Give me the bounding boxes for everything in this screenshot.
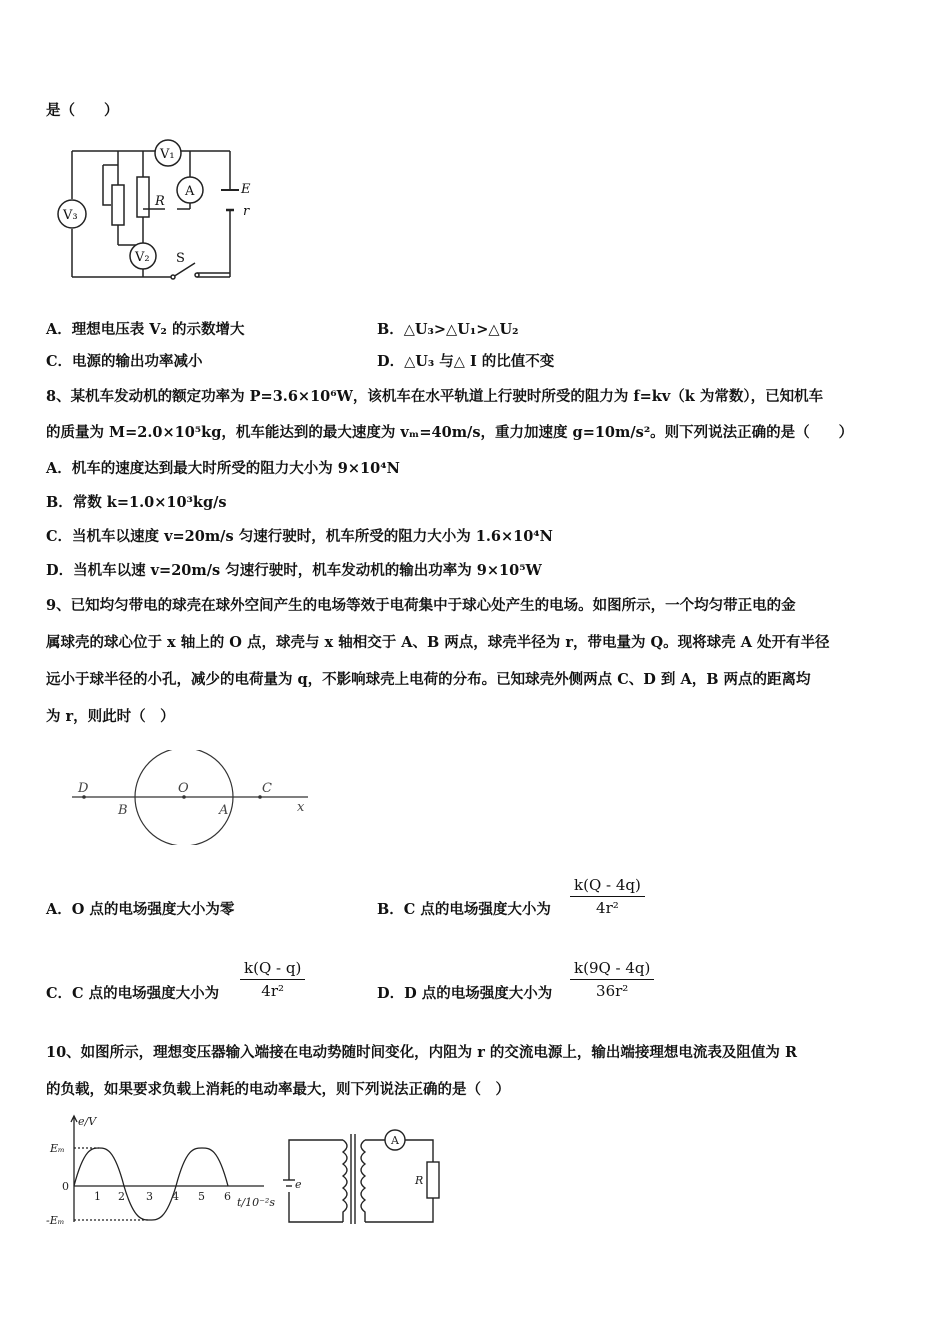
fraction-denominator: 4r² <box>596 899 619 917</box>
q9-option-a[interactable]: A．O 点的电场强度大小为零 <box>46 901 235 918</box>
graph-tick-3: 3 <box>146 1190 153 1203</box>
fraction-numerator: k(Q - q) <box>244 959 302 977</box>
q9-option-d-fraction <box>570 959 654 1000</box>
switch-label: S <box>176 251 185 266</box>
graph-x-label: t/10⁻²s <box>237 1196 275 1209</box>
fraction-denominator: 4r² <box>261 982 285 1000</box>
graph-tick-5: 5 <box>198 1190 205 1203</box>
q8-stem-line-1: 8、某机车发动机的额定功率为 P=3.6×10⁶W，该机车在水平轨道上行驶时所受的阻力为 f=kv（k 为常数），已知机车 <box>46 388 824 405</box>
source-label: e <box>295 1178 302 1191</box>
load-label: R <box>415 1174 424 1187</box>
graph-y-label: e/V <box>78 1115 97 1128</box>
q9-option-c[interactable]: C．C 点的电场强度大小为 <box>46 985 220 1002</box>
q10-stem-line-1: 10、如图所示，理想变压器输入端接在电动势随时间变化，内阻为 r 的交流电源上，输出端接理想电流表及阻值为 R <box>46 1044 798 1061</box>
v2-label: V₂ <box>135 250 150 265</box>
transformer-ammeter-label: A <box>391 1134 399 1147</box>
internal-resistance-label: r <box>243 204 250 219</box>
point-a-label: A <box>219 803 229 818</box>
q9-option-b[interactable]: B．C 点的电场强度大小为 <box>377 901 551 918</box>
q10-stem-line-2: 的负载，如果要求负载上消耗的电动率最大，则下列说法正确的是（ ） <box>46 1081 510 1098</box>
point-d-label: D <box>78 781 89 796</box>
fraction-numerator: k(9Q - 4q) <box>574 959 651 977</box>
q9-sphere-figure <box>68 750 318 845</box>
q10-emf-graph <box>44 1112 284 1230</box>
ammeter-label: A <box>185 184 195 199</box>
graph-tick-2: 2 <box>118 1190 125 1203</box>
q8-option-a[interactable]: A．机车的速度达到最大时所受的阻力大小为 9×10⁴N <box>46 460 400 477</box>
q8-option-d[interactable]: D．当机车以速 v=20m/s 匀速行驶时，机车发动机的输出功率为 9×10⁵W <box>46 562 542 579</box>
graph-tick-1: 1 <box>94 1190 101 1203</box>
q9-option-d[interactable]: D．D 点的电场强度大小为 <box>377 985 553 1002</box>
fraction-denominator: 36r² <box>596 982 629 1000</box>
q9-stem-line-4: 为 r，则此时（ ） <box>46 708 175 725</box>
point-b-label: B <box>118 803 128 818</box>
point-o-label: O <box>178 781 189 796</box>
point-c-label: C <box>262 781 272 796</box>
v1-label: V₁ <box>160 147 175 162</box>
q9-stem-line-1: 9、已知均匀带电的球壳在球外空间产生的电场等效于电荷集中于球心处产生的电场。如图所示，一个均匀带正电的金 <box>46 597 796 614</box>
graph-tick-6: 6 <box>224 1190 231 1203</box>
q8-option-b[interactable]: B．常数 k=1.0×10³kg/s <box>46 494 227 511</box>
q7-option-c[interactable]: C．电源的输出功率减小 <box>46 353 203 370</box>
q7-circuit-diagram <box>55 135 265 285</box>
q7-option-d[interactable]: D．△U₃ 与△ I 的比值不变 <box>377 353 555 370</box>
emf-label: E <box>241 182 251 197</box>
fraction-numerator: k(Q - 4q) <box>574 876 641 894</box>
q9-stem-line-2: 属球壳的球心位于 x 轴上的 O 点，球壳与 x 轴相交于 A、B 两点，球壳半径为 r，带电量为 Q。现将球壳 A 处开有半径 <box>46 634 830 651</box>
q8-stem-line-2: 的质量为 M=2.0×10⁵kg，机车能达到的最大速度为 vₘ=40m/s，重力加速度 g=10m/s²。则下列说法正确的是（ ） <box>46 424 854 441</box>
graph-origin-label: 0 <box>62 1180 69 1193</box>
q10-transformer-diagram <box>283 1128 448 1230</box>
q7-option-a[interactable]: A．理想电压表 V₂ 的示数增大 <box>46 321 245 338</box>
q9-option-c-fraction <box>240 959 305 1000</box>
x-axis-label: x <box>297 800 305 815</box>
graph-neg-em-label: -Eₘ <box>46 1214 65 1227</box>
v3-label: V₃ <box>63 208 78 223</box>
graph-em-label: Eₘ <box>50 1142 65 1155</box>
q7-option-b[interactable]: B．△U₃>△U₁>△U₂ <box>377 321 519 338</box>
graph-tick-4: 4 <box>172 1190 179 1203</box>
q9-option-b-fraction <box>570 876 645 917</box>
resistor-label: R <box>155 194 165 209</box>
q9-stem-line-3: 远小于球半径的小孔，减少的电荷量为 q，不影响球壳上电荷的分布。已知球壳外侧两点 C、D 到 A，B 两点的距离均 <box>46 671 811 688</box>
q7-stem-tail: 是（ ） <box>46 102 119 119</box>
q8-option-c[interactable]: C．当机车以速度 v=20m/s 匀速行驶时，机车所受的阻力大小为 1.6×10⁴N <box>46 528 553 545</box>
